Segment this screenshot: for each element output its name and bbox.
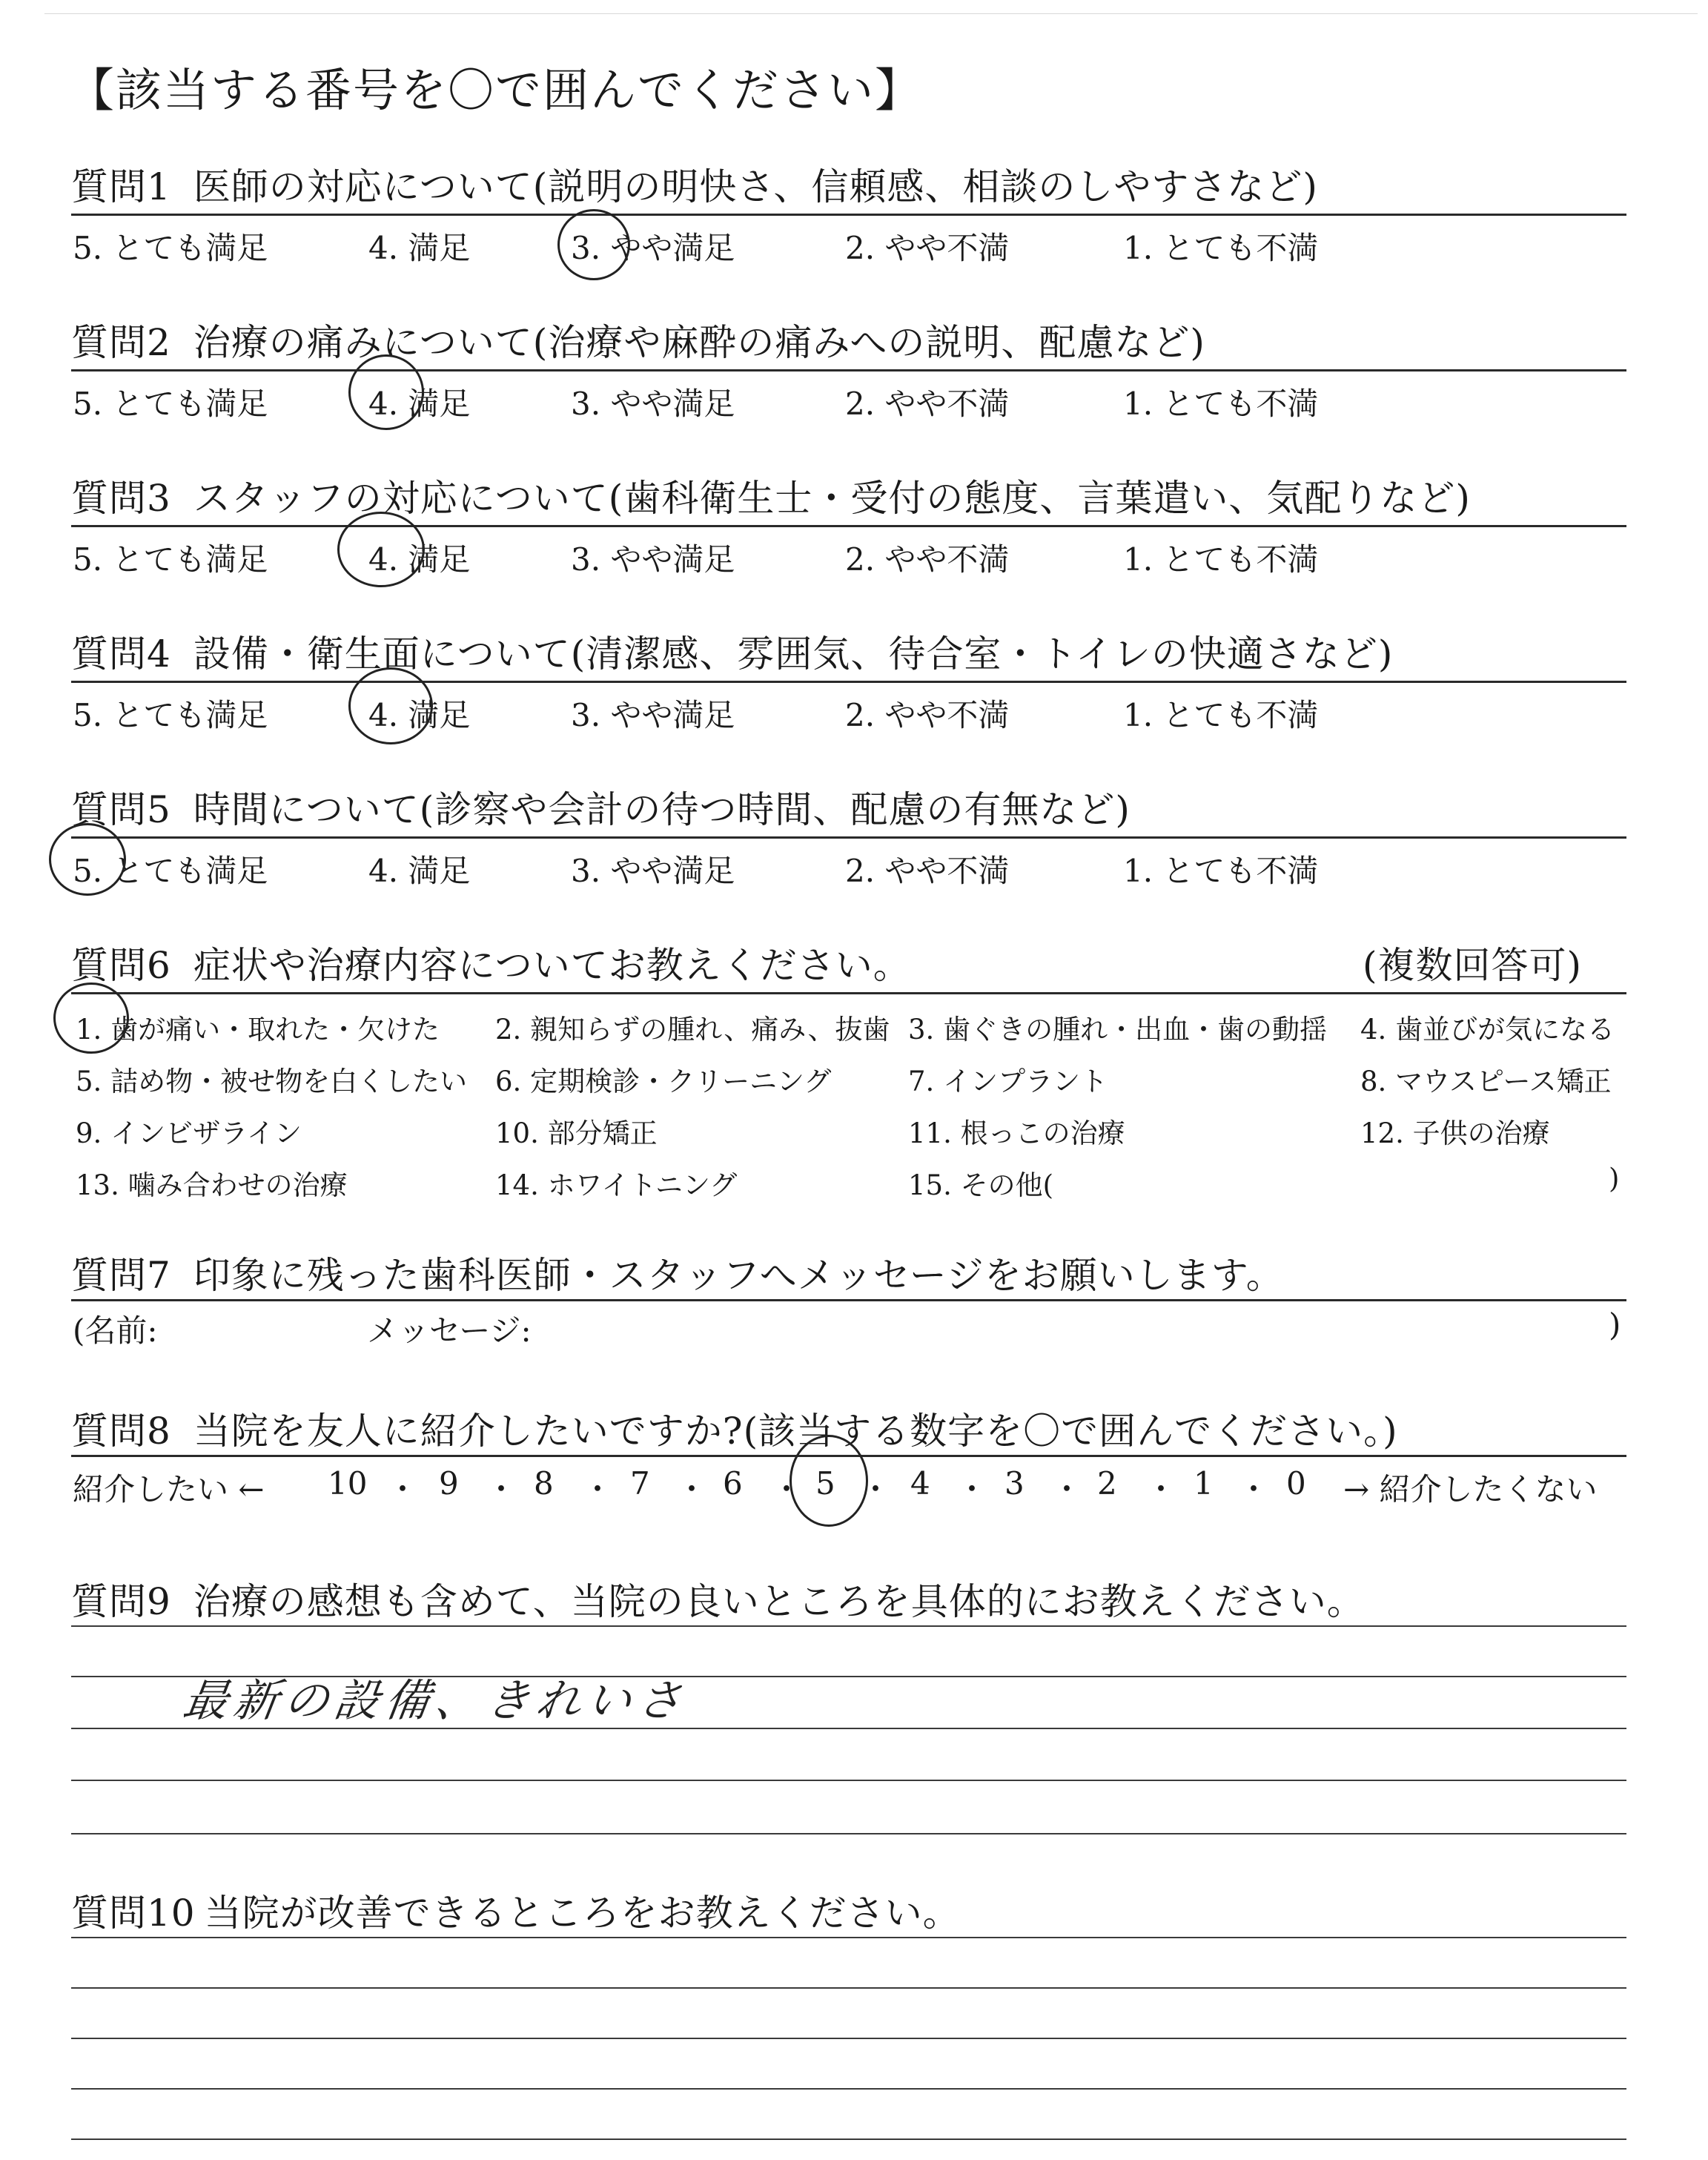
q6-note: (複数回答可) xyxy=(1363,944,1583,987)
q5-rule xyxy=(71,836,1626,839)
q2-rule xyxy=(71,369,1626,371)
q6-label: 質問6 xyxy=(71,944,171,987)
q8-left-label: 紹介したい ← xyxy=(73,1471,265,1507)
q10-line xyxy=(71,1937,1626,1938)
q1-label: 質問1 xyxy=(71,165,171,208)
q7-message-label: メッセージ: xyxy=(367,1312,532,1349)
q8-scale-7[interactable]: 7 xyxy=(630,1465,650,1502)
q5-option-4[interactable]: 4. 満足 xyxy=(368,853,471,889)
q10-label: 質問10 xyxy=(71,1892,196,1935)
q2-text: 治療の痛みについて(治療や麻酔の痛みへの説明、配慮など) xyxy=(193,321,1205,364)
q4-selection-circle xyxy=(348,667,433,744)
q3-title xyxy=(71,469,1471,522)
q10-line xyxy=(71,2138,1626,2140)
q6-text: 症状や治療内容についてお教えください。 xyxy=(193,944,911,987)
q8-right-label: → 紹介したくない xyxy=(1343,1471,1598,1507)
q7-rule xyxy=(71,1299,1626,1301)
q8-text: 当院を友人に紹介したいですか?(該当する数字を〇で囲んでください。) xyxy=(193,1410,1398,1453)
q9-title xyxy=(71,1572,1365,1625)
q8-selection-circle xyxy=(790,1435,868,1527)
q5-title xyxy=(71,780,1131,833)
q6-title xyxy=(71,936,911,989)
q2-selection-circle xyxy=(348,354,424,430)
q2-option-3[interactable]: 3. やや満足 xyxy=(571,386,735,422)
q6-item-14[interactable]: 14. ホワイトニング xyxy=(495,1169,738,1201)
q8-sep: ・ xyxy=(771,1471,803,1507)
q6-item-1[interactable]: 1. 歯が痛い・取れた・欠けた xyxy=(76,1014,440,1046)
q2-option-4[interactable]: 4. 満足 xyxy=(368,386,471,422)
q6-item-6[interactable]: 6. 定期検診・クリーニング xyxy=(495,1066,832,1097)
q8-scale-2[interactable]: 2 xyxy=(1097,1465,1117,1502)
q6-item-15[interactable]: 15. その他( xyxy=(908,1169,1054,1201)
scan-top-edge xyxy=(44,13,1698,14)
q8-scale-10[interactable]: 10 xyxy=(328,1465,368,1502)
q8-scale-6[interactable]: 6 xyxy=(723,1465,743,1502)
q7-label: 質問7 xyxy=(71,1254,171,1297)
q5-option-1[interactable]: 1. とても不満 xyxy=(1123,853,1319,889)
q1-selection-circle xyxy=(557,209,630,280)
q3-option-3[interactable]: 3. やや満足 xyxy=(571,541,735,578)
q8-sep: ・ xyxy=(387,1471,419,1507)
q6-item-2[interactable]: 2. 親知らずの腫れ、痛み、抜歯 xyxy=(495,1014,890,1046)
q1-option-2[interactable]: 2. やや不満 xyxy=(845,230,1010,266)
q2-option-2[interactable]: 2. やや不満 xyxy=(845,386,1010,422)
q8-sep: ・ xyxy=(486,1471,517,1507)
q6-item-11[interactable]: 11. 根っこの治療 xyxy=(908,1117,1125,1149)
q6-item-5[interactable]: 5. 詰め物・被せ物を白くしたい xyxy=(76,1066,468,1097)
q1-option-3[interactable]: 3. やや満足 xyxy=(571,230,735,266)
q7-close-paren: ) xyxy=(1609,1307,1621,1343)
q9-label: 質問9 xyxy=(71,1580,171,1623)
q6-item-10[interactable]: 10. 部分矯正 xyxy=(495,1117,658,1149)
q8-scale-9[interactable]: 9 xyxy=(439,1465,459,1502)
q5-selection-circle xyxy=(49,823,126,896)
q6-item-12[interactable]: 12. 子供の治療 xyxy=(1360,1117,1550,1149)
q7-name-label: (名前: xyxy=(73,1312,158,1349)
q6-item-7[interactable]: 7. インプラント xyxy=(908,1066,1108,1097)
q9-line xyxy=(71,1780,1626,1781)
q4-label: 質問4 xyxy=(71,633,171,676)
q7-text: 印象に残った歯科医師・スタッフへメッセージをお願いします。 xyxy=(193,1254,1284,1297)
q8-label: 質問8 xyxy=(71,1410,171,1453)
q4-option-1[interactable]: 1. とても不満 xyxy=(1123,697,1319,733)
q4-option-5[interactable]: 5. とても満足 xyxy=(73,697,268,733)
q3-option-1[interactable]: 1. とても不満 xyxy=(1123,541,1319,578)
q5-option-3[interactable]: 3. やや満足 xyxy=(571,853,735,889)
q8-scale-5[interactable]: 5 xyxy=(815,1465,835,1502)
q8-title xyxy=(71,1401,1398,1455)
q4-text: 設備・衛生面について(清潔感、雰囲気、待合室・トイレの快適さなど) xyxy=(193,633,1394,676)
q3-option-4[interactable]: 4. 満足 xyxy=(368,541,471,578)
q6-item-4[interactable]: 4. 歯並びが気になる xyxy=(1360,1014,1615,1046)
q2-option-1[interactable]: 1. とても不満 xyxy=(1123,386,1319,422)
q3-option-5[interactable]: 5. とても満足 xyxy=(73,541,268,578)
page-header: 【該当する番号を〇で囲んでください】 xyxy=(68,63,923,117)
q1-title xyxy=(71,157,1318,211)
q9-handwritten-answer[interactable]: 最新の設備、きれいさ xyxy=(179,1675,692,1727)
q6-item-9[interactable]: 9. インビザライン xyxy=(76,1117,302,1149)
q1-option-1[interactable]: 1. とても不満 xyxy=(1123,230,1319,266)
q4-option-4[interactable]: 4. 満足 xyxy=(368,697,471,733)
q3-rule xyxy=(71,525,1626,527)
q6-item-13[interactable]: 13. 噛み合わせの治療 xyxy=(76,1169,348,1201)
q5-text: 時間について(診察や会計の待つ時間、配慮の有無など) xyxy=(193,788,1131,831)
q3-label: 質問3 xyxy=(71,477,171,520)
q2-title xyxy=(71,313,1205,366)
q10-title xyxy=(71,1883,961,1937)
q1-option-4[interactable]: 4. 満足 xyxy=(368,230,471,266)
q8-sep: ・ xyxy=(676,1471,708,1507)
q4-option-3[interactable]: 3. やや満足 xyxy=(571,697,735,733)
q4-title xyxy=(71,624,1393,678)
q10-text: 当院が改善できるところをお教えください。 xyxy=(204,1892,961,1935)
q6-rule xyxy=(71,992,1626,994)
q2-label: 質問2 xyxy=(71,321,171,364)
q4-rule xyxy=(71,681,1626,683)
q1-text: 医師の対応について(説明の明快さ、信頼感、相談のしやすさなど) xyxy=(193,165,1318,208)
q2-option-5[interactable]: 5. とても満足 xyxy=(73,386,268,422)
q3-text: スタッフの対応について(歯科衛生士・受付の態度、言葉遣い、気配りなど) xyxy=(193,477,1471,520)
q8-scale-8[interactable]: 8 xyxy=(534,1465,554,1502)
q7-title xyxy=(71,1246,1284,1299)
q4-option-2[interactable]: 2. やや不満 xyxy=(845,697,1010,733)
q10-line xyxy=(71,1987,1626,1989)
q9-text: 治療の感想も含めて、当院の良いところを具体的にお教えください。 xyxy=(193,1580,1365,1623)
q8-scale-1[interactable]: 1 xyxy=(1194,1465,1214,1502)
q5-option-2[interactable]: 2. やや不満 xyxy=(845,853,1010,889)
q1-rule xyxy=(71,214,1626,216)
q9-line xyxy=(71,1625,1626,1627)
q5-option-5[interactable]: 5. とても満足 xyxy=(73,853,268,889)
q9-line xyxy=(71,1833,1626,1834)
q8-scale-4[interactable]: 4 xyxy=(910,1465,930,1502)
q3-option-2[interactable]: 2. やや不満 xyxy=(845,541,1010,578)
q8-sep: ・ xyxy=(956,1471,988,1507)
q1-option-5[interactable]: 5. とても満足 xyxy=(73,230,268,266)
q5-label: 質問5 xyxy=(71,788,171,831)
q8-sep: ・ xyxy=(1145,1471,1177,1507)
q8-sep: ・ xyxy=(1238,1471,1270,1507)
q8-sep: ・ xyxy=(860,1471,892,1507)
q6-item-15-close-paren: ) xyxy=(1609,1163,1620,1195)
q6-item-8[interactable]: 8. マウスピース矯正 xyxy=(1360,1066,1612,1097)
q6-selection-circle xyxy=(53,982,129,1054)
q10-line xyxy=(71,2088,1626,2090)
q8-sep: ・ xyxy=(1051,1471,1083,1507)
q8-scale-0[interactable]: 0 xyxy=(1286,1465,1306,1502)
q10-line xyxy=(71,2038,1626,2039)
q3-selection-circle xyxy=(337,512,425,587)
q8-scale-3[interactable]: 3 xyxy=(1004,1465,1025,1502)
q8-sep: ・ xyxy=(582,1471,614,1507)
q6-item-3[interactable]: 3. 歯ぐきの腫れ・出血・歯の動揺 xyxy=(908,1014,1328,1046)
